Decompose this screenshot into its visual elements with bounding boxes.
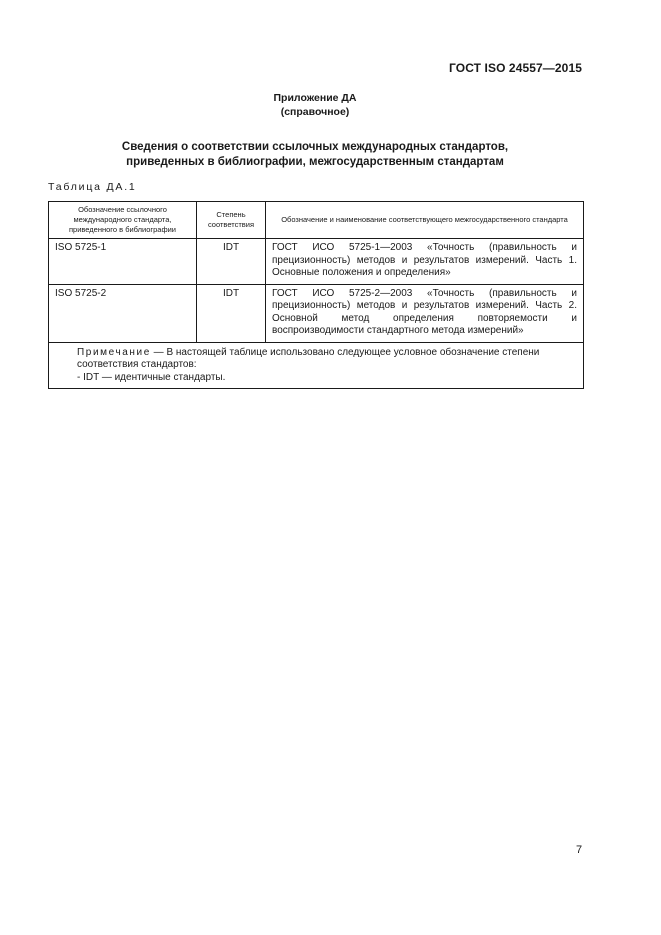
column-header-degree: Степень соответствия: [197, 202, 266, 239]
table-row: [49, 239, 584, 285]
heading-line-1: Сведения о соответствии ссылочных международных стандартов,: [121, 141, 509, 153]
note-dash: —: [150, 346, 167, 358]
annex-title: Приложение ДА: [273, 92, 357, 104]
cell-degree: IDT: [197, 239, 266, 285]
table-row: [49, 284, 584, 342]
correspondence-table: [48, 201, 584, 389]
page-number: 7: [576, 844, 583, 856]
column-header-standard: Обозначение ссылочного международного стандарта, приведенного в библиографии: [49, 202, 197, 239]
table-note-row: [49, 342, 584, 389]
column-header-name: Обозначение и наименование соответствующего межгосударственного стандарта: [266, 202, 584, 239]
cell-standard: ISO 5725-2: [49, 284, 197, 342]
section-heading: [0, 140, 630, 170]
heading-line-2: приведенных в библиографии, межгосударственным стандартам: [126, 156, 504, 168]
cell-degree: IDT: [197, 284, 266, 342]
annex-block: [0, 91, 630, 119]
note-item: - IDT — идентичные стандарты.: [77, 371, 226, 383]
cell-name: ГОСТ ИСО 5725-2—2003 «Точность (правильность и прецизионность) методов и результатов измерений. Часть 2. Основной метод определения повторяемости и воспроизводимости стандартного метода измерений»: [266, 284, 584, 342]
table-header-row: [49, 202, 584, 239]
table-label: Таблица ДА.1: [48, 181, 137, 193]
annex-subtitle: (справочное): [280, 106, 350, 118]
note-text: В настоящей таблице использовано следующее условное обозначение степени соответствия стандартов:: [77, 346, 540, 370]
note-label: Примечание: [77, 346, 151, 358]
table-note: [49, 342, 584, 389]
document-code: ГОСТ ISO 24557—2015: [449, 61, 582, 75]
cell-name: ГОСТ ИСО 5725-1—2003 «Точность (правильность и прецизионность) методов и результатов измерений. Часть 1. Основные положения и определения»: [266, 239, 584, 285]
cell-standard: ISO 5725-1: [49, 239, 197, 285]
